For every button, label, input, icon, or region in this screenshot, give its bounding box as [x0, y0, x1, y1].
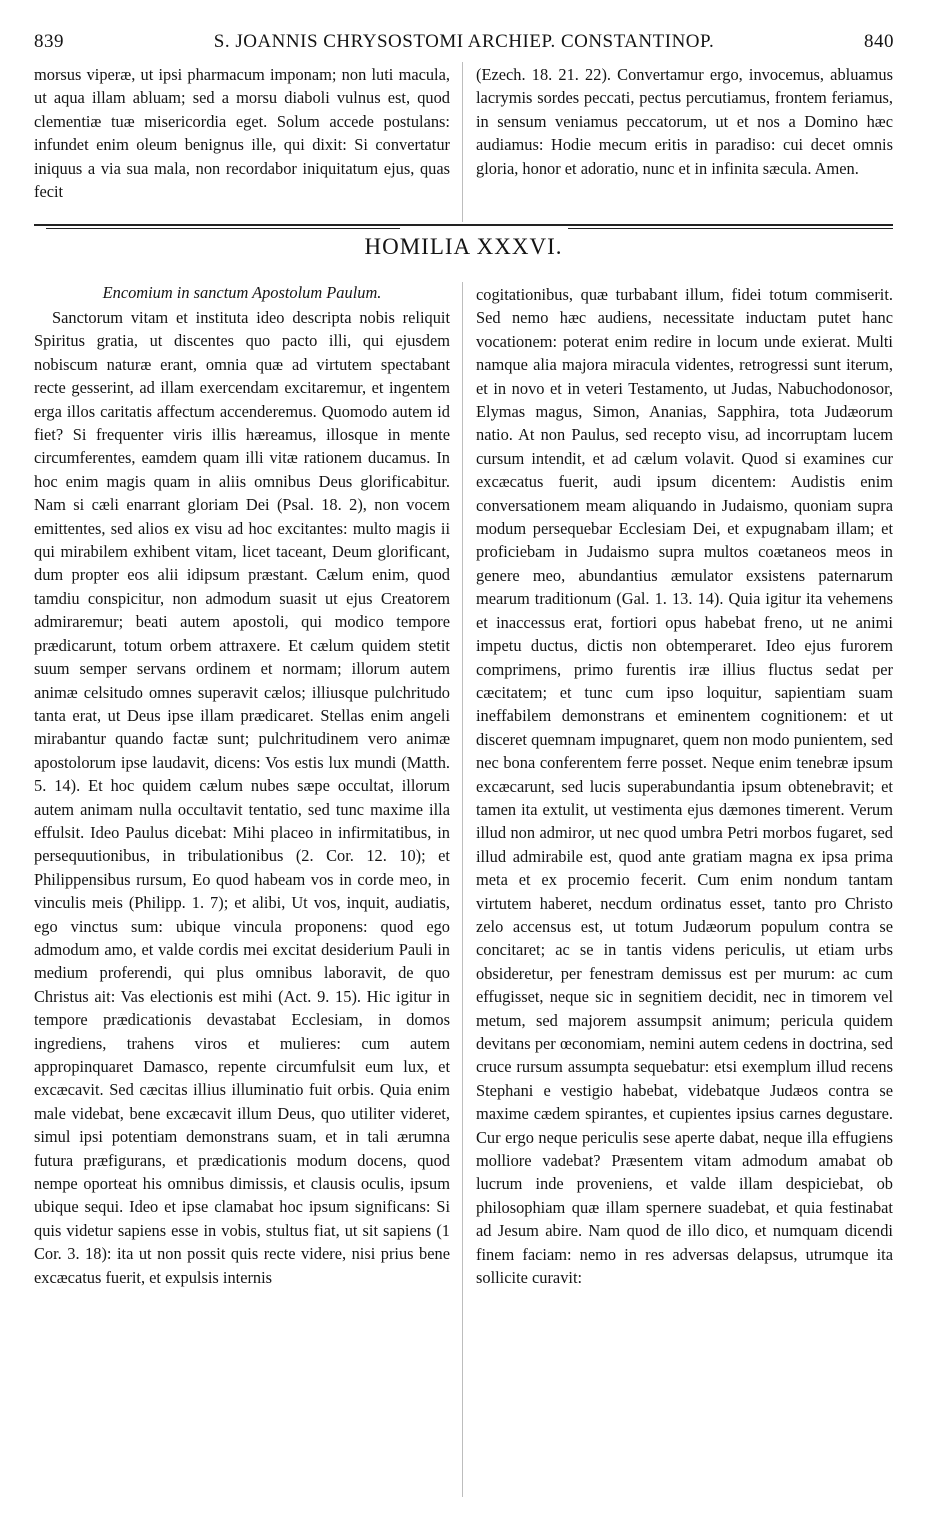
- column-divider-top: [462, 62, 463, 222]
- title-rule-left: [46, 228, 400, 229]
- body-right-paragraph: cogitationibus, quæ turbabant illum, fidei totum commiserit. Sed nemo hæc audiens, necessitate inductam putet hanc vocationem: poterat enim redire in locum unde exierat. Multi namque alia majora miracula videntes, retrogressi sunt iterum, et in novo et in veteri Testamento, ut Judas, Nabuchodonosor, Elymas magus, Simon, Ananias, Sapphira, tota Judæorum natio. At non Paulus, sed recepto visu, ad incorruptam lucem cursum intendit, et ad cælum volavit. Quod si examines cur excæcatus fuerit, audi ipsum dicentem: Audistis enim conversationem meam aliquando in Judaismo, quoniam supra modum persequebar Ecclesiam Dei, et expugnabam illam; et proficiebam in Judaismo supra multos coætaneos meos in genere meo, abundantius æmulator exsistens paternarum mearum traditionum (Gal. 1. 13. 14). Quia igitur ita vehemens et inaccessus erat, fortiori opus habebat freno, ut ne animi impetu ductus, dictis non obtemperaret. Ideo ejus furorem comprimens, primo furentis iræ illius fluctus sedat per cæcitatem; et tunc cum ipso loquitur, sapientiam suam ineffabilem demonstrans et eminentem cognitionem: et ut disceret quemnam impugnaret, quem non modo punientem, sed nec bona conferentem ferre posset. Neque enim tenebræ ipsum excæcarunt, sed lucis superabundantia ipsum obtenebravit; et tamen ita extulit, ut vestimenta ejus dæmones timerent. Verum illud non admiror, ut nec quod umbra Petri morbos fugaret, sed illud admirabile est, quod ante gratiam magna ex ipsa prima meta et ex procemio fecerit. Cum enim nondum tantam virtutem haberet, necdum ordinatus esset, tanto pro Christo zelo accensus est, ut totum Judæorum populum contra se concitaret; ac se in tantis videns periculis, ut etiam urbs obsideretur, per fenestram demissus est per murum: ac cum effugisset, neque sic in segnitiem decidit, nec in timorem vel metum, sed majorem assumpsit animum; pericula quidem devitans per œconomiam, nemini autem cedens in doctrina, sed cruce rursum assumpta sequebatur: etsi exemplum illud recens Stephani e vestigio habebat, videbatque Judæos contra se maxime cædem spirantes, et cupientes ipsius carnes degustare. Cur ergo neque periculis sese aperte dabat, neque illa effugiens molliore vadebat? Præsentem vitam admodum amabat ob lucrum inde proveniens, et valde illam despiciebat, ob philosophiam quæ illam spernere suadebat, et quia festinabat ad Jesum abire. Nam quod de illo dico, et numquam dicendi finem faciam: nemo in res adversas delapsus, utrumque ita sollicite curavit:: [476, 285, 893, 1288]
- top-right-column: [476, 63, 893, 180]
- body-left-column: [34, 306, 450, 1289]
- body-right-column: [476, 283, 893, 1289]
- running-title: S. JOANNIS CHRYSOSTOMI ARCHIEP. CONSTANTINOP.: [213, 31, 715, 52]
- homily-subtitle: Encomium in sanctum Apostolum Paulum.: [102, 283, 382, 302]
- top-left-paragraph: morsus viperæ, ut ipsi pharmacum imponam; non luti macula, ut aqua illam abluam; sed a morsu diaboli vulnus est, quod clementiæ tuæ misericordia eget. Solum accede postulans: infundet enim oleum benignus ille, qui dixit: Si convertatur iniquus a via sua mala, non recordabor iniquitatum ejus, quas fecit: [34, 65, 450, 202]
- body-left-paragraph: Sanctorum vitam et instituta ideo descripta nobis reliquit Spiritus gratia, ut discentes quo pacto illi, qui ejusdem nobiscum naturæ erant, omnia quæ ad virtutem spectabant recte gesserint, ad illam exercendam excitaremur, et ingentem erga illos caritatis affectum accenderemus. Quomodo autem id fiet? Si frequenter viris illis hæreamus, illosque in mente circumferentes, eamdem quam illi vitæ rationem ducamus. In hoc enim magis quam in aliis omnibus Deus glorificabitur. Nam si cæli enarrant gloriam Dei (Psal. 18. 2), non vocem emittentes, sed alios ex visu ad hoc excitantes: multo magis ii qui mirabilem exhibent vitam, licet taceant, Deum glorificant, dum propter eos alii idipsum præstant. Cælum enim, quod tamdiu conspicitur, non admodum suasit ut ejus Creatorem admiraremur; beati autem apostoli, qui modico tempore prædicarunt, totum orbem attraxere. Et cælum quidem stetit suum semper servans ordinem et normam; illorum autem animæ celsitudo omnes superavit cælos; illiusque pulchritudo tanta erat, ut Deus ipse illam prædicaret. Stellas enim angeli mirabantur quando factæ sunt; pulchritudinem vero animæ apostolorum ipse laudavit, dicens: Vos estis lux mundi (Matth. 5. 14). Et hoc quidem cælum nubes sæpe occultat, illorum autem animam nulla occultavit tentatio, sed tunc maxime illa effulsit. Ideo Paulus dicebat: Mihi placeo in infirmitatibus, in persequutionibus, in tribulationibus (2. Cor. 12. 10); et Philippensibus rursum, Eo quod habeam vos in corde meo, in vinculis meis (Philipp. 1. 7); et alibi, Ut vos, inquit, audiatis, ego vinctus sum: ubique vincula proponens: quod ego admodum amo, et valde cordis mei excitat desiderium Pauli in medium proferendi, qui plus omnibus laboravit, de quo Christus ait: Vas electionis est mihi (Act. 9. 15). Hic igitur in tempore prædicationis devastabat Ecclesiam, in domos ingrediens, trahens viros et mulieres: cum autem appropinquaret Damasco, repente circumfulsit eum lux, et excæcavit. Sed cæcitas illius illuminatio fuit orbis. Quia enim male videbat, bene excæcavit illum Deus, quo utiliter videret, simul ipsi potentiam demonstrans suam, et in tali ærumna futura præfigurans, et prædicationis modum docens, quod nempe oporteat his omnibus dimissis, et clausis oculis, ipsum ubique sequi. Ideo et ipse clamabat hoc ipsum significans: Si quis videtur sapiens esse in vobis, stultus fiat, ut sit sapiens (1 Cor. 3. 18): ita ut non possit quis recte videre, nisi prius bene excæcatus fuerit, et expulsis internis: [34, 308, 450, 1287]
- title-rule-right: [568, 228, 893, 229]
- top-right-paragraph: (Ezech. 18. 21. 22). Convertamur ergo, invocemus, abluamus lacrymis sordes peccati, pectus percutiamus, frontem feriamus, in sensum veniamus peccatorum, ut et nos a Domino hæc audiamus: Hodie mecum eritis in paradiso: cui decet omnis gloria, honor et adoratio, nunc et in infinita sæcula. Amen.: [476, 65, 893, 178]
- top-left-column: [34, 63, 450, 203]
- page-number-left: 839: [34, 31, 64, 52]
- column-divider-body: [462, 282, 463, 1497]
- running-header: [34, 31, 894, 57]
- page-number-right: 840: [864, 31, 894, 52]
- section-rule: [34, 224, 893, 226]
- homily-title: HOMILIA XXXVI.: [364, 234, 563, 259]
